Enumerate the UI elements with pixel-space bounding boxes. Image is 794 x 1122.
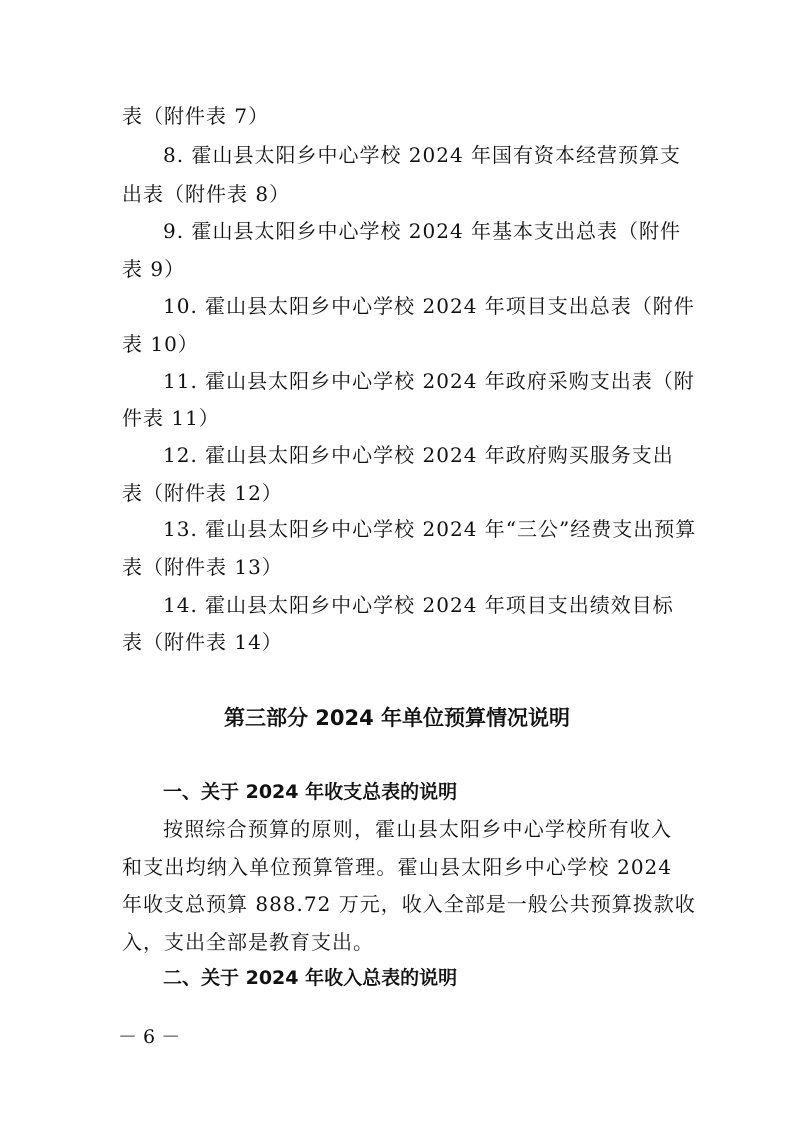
toc-line: 表（附件表 13） — [122, 555, 283, 579]
paragraph-line: 入，支出全部是教育支出。 — [122, 930, 374, 954]
toc-line: 9. 霍山县太阳乡中心学校 2024 年基本支出总表（附件 — [163, 219, 682, 243]
toc-line: 表 9） — [122, 257, 186, 281]
toc-line: 表 10） — [122, 332, 199, 356]
toc-line: 14. 霍山县太阳乡中心学校 2024 年项目支出绩效目标 — [163, 593, 674, 617]
toc-line: 表（附件表 7） — [122, 104, 270, 128]
toc-line: 11. 霍山县太阳乡中心学校 2024 年政府采购支出表（附 — [163, 369, 695, 393]
toc-line: 13. 霍山县太阳乡中心学校 2024 年“三公”经费支出预算 — [163, 517, 697, 541]
part-title: 第三部分 2024 年单位预算情况说明 — [223, 706, 571, 730]
paragraph-line: 年收支总预算 888.72 万元，收入全部是一般公共预算拨款收 — [122, 892, 696, 916]
toc-line: 8. 霍山县太阳乡中心学校 2024 年国有资本经营预算支 — [163, 143, 682, 167]
toc-line: 12. 霍山县太阳乡中心学校 2024 年政府购买服务支出 — [163, 443, 674, 467]
paragraph-line: 和支出均纳入单位预算管理。霍山县太阳乡中心学校 2024 — [122, 855, 672, 879]
toc-line: 10. 霍山县太阳乡中心学校 2024 年项目支出总表（附件 — [163, 294, 695, 318]
section2-heading: 二、关于 2024 年收入总表的说明 — [163, 967, 458, 989]
toc-line: 表（附件表 14） — [122, 630, 283, 654]
paragraph-line: 按照综合预算的原则，霍山县太阳乡中心学校所有收入 — [163, 817, 672, 841]
section1-heading: 一、关于 2024 年收支总表的说明 — [163, 781, 458, 803]
toc-line: 表（附件表 12） — [122, 481, 283, 505]
page-number: － 6 － — [118, 1026, 181, 1048]
toc-line: 出表（附件表 8） — [122, 182, 291, 206]
toc-line: 件表 11） — [122, 406, 220, 430]
